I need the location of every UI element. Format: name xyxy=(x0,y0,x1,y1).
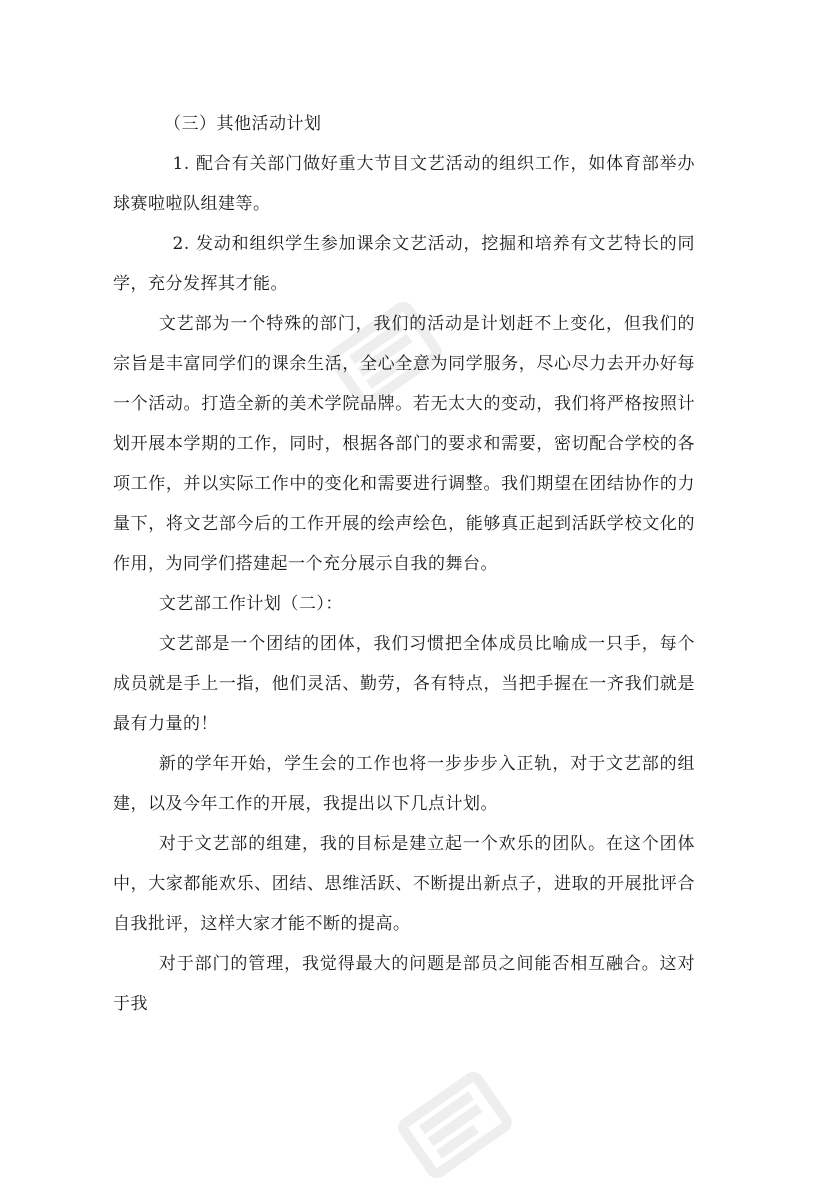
section-heading: （三）其他活动计划 xyxy=(164,114,322,134)
numbered-paragraph: 1. 配合有关部门做好重大节目文艺活动的组织工作，如体育部举办球赛啦啦队组建等。 xyxy=(113,154,695,214)
body-paragraph: 新的学年开始，学生会的工作也将一步步步入正轨，对于文艺部的组建，以及今年工作的开展，我提出以下几点计划。 xyxy=(113,754,695,814)
watermark-stamp-bottom xyxy=(380,1050,530,1200)
body-paragraph: 文艺部为一个特殊的部门，我们的活动是计划赶不上变化，但我们的宗旨是丰富同学们的课余生活，全心全意为同学服务，尽心尽力去开办好每一个活动。打造全新的美术学院品牌。若无太大的变动，我们将严格按照计划开展本学期的工作，同时，根据各部门的要求和需要，密切配合学校的各项工作，并以实际工作中的变化和需要进行调整。我们期望在团结协作的力量下，将文艺部今后的工作开展的绘声绘色，能够真正起到活跃学校文化的作用，为同学们搭建起一个充分展示自我的舞台。 xyxy=(113,314,695,574)
body-paragraph: 对于文艺部的组建，我的目标是建立起一个欢乐的团队。在这个团体中，大家都能欢乐、团结、思维活跃、不断提出新点子，进取的开展批评合自我批评，这样大家才能不断的提高。 xyxy=(113,834,695,934)
numbered-paragraph: 2. 发动和组织学生参加课余文艺活动，挖掘和培养有文艺特长的同学，充分发挥其才能。 xyxy=(113,234,695,294)
subsection-title: 文艺部工作计划（二）： xyxy=(158,594,343,614)
document-body xyxy=(113,104,695,1024)
body-paragraph: 文艺部是一个团结的团体，我们习惯把全体成员比喻成一只手，每个成员就是手上一指，他们灵活、勤劳，各有特点，当把手握在一齐我们就是最有力量的！ xyxy=(113,634,695,734)
body-paragraph: 对于部门的管理，我觉得最大的问题是部员之间能否相互融合。这对于我 xyxy=(113,954,695,1014)
